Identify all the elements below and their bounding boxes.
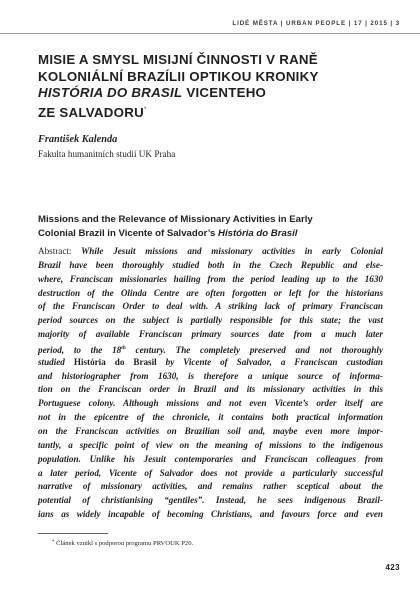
running-header: LIDÉ MĚSTA | URBAN PEOPLE | 17 | 2015 | 3 [232,20,400,27]
abstract-text: by Vicente of Salvador, a Franciscan custodian [156,356,383,367]
title-line-3 [38,85,383,102]
abstract-line: and historiographer from 1630, is therefore a unique source of informa- [38,370,383,381]
abstract-line: Portuguese colony. Although missions and not even Vicente’s order itself are [38,398,383,409]
english-title-line-1: Missions and the Relevance of Missionary Activities in Early [38,214,313,225]
english-title [38,213,383,240]
abstract-line: a later period, Vicente of Salvador does not provide a particularly successful [38,467,383,478]
abstract-line [38,342,383,356]
author-name: František Kalenda [38,134,118,145]
title-line-1: MISIE A SMYSL MISIJNÍ ČINNOSTI V RANĚ [38,52,318,67]
footnote-rule [38,533,108,534]
abstract-line: Brazil have been thoroughly studied both in the Czech Republic and else- [38,259,383,270]
abstract-line: majority of available Franciscan primary sources date from a much later [38,329,383,340]
abstract-line [38,245,383,259]
abstract-line: potential of christianising “gentiles”. Instead, he sees indigenous Brazil- [38,495,383,506]
abstract-label: Abstract: [38,246,82,256]
title-line-4-text: ZE SALVADORU [38,104,144,120]
ordinal-suffix: th [121,344,126,351]
abstract-text: While Jesuit missions and missionary activities in early Colonial [81,246,383,256]
header-rule [0,33,420,34]
abstract-line: of the Franciscan Order to deal with. A striking lack of primary Franciscan [38,301,383,312]
title-footnote-marker: * [143,106,147,113]
abstract-line [38,356,383,370]
title-line-4 [38,102,383,122]
footnote [52,540,193,547]
abstract-text: studied [38,356,74,367]
title-chronicle-name: HISTÓRIA DO BRASIL [38,85,183,101]
english-title-chronicle-name: História do Brasil [218,227,298,239]
footnote-marker: * [52,540,55,545]
abstract-text: period, to the 18 [38,344,122,355]
abstract-line: where, Franciscan missionaries hailing from the period leading up to the 1630 [38,273,383,284]
abstract-chronicle-name: História do Brasil [73,356,157,367]
abstract-line: period sources on the subject is partially responsible for this state; the vast [38,315,383,326]
abstract-line: not in the epicentre of the chronicle, it contains both practical information [38,412,383,423]
abstract-line: narrative of missionary activities, and remains rather sceptical about the [38,481,383,492]
author-affiliation: Fakulta humanitních studií UK Praha [38,149,176,159]
english-title-line-2 [38,227,383,241]
abstract-line: on the Franciscan activities on Brazilian soil and, maybe even more impor- [38,425,383,436]
english-title-line-2-text: Colonial Brazil in Vicente of Salvador’s [38,227,219,239]
title-line-3-rest: VICENTEHO [182,85,267,101]
abstract-line: tion on the Franciscan order in Brazil and its missionary activities in this [38,384,383,395]
abstract-line: destruction of the Olinda Centre are often forgotten or left for the historians [38,287,383,298]
footnote-text: Článek vznikl s podporou programu PRVOUK P20. [54,540,194,547]
abstract-line: ians as widely incapable of becoming Christians, and favours force and even [38,509,383,520]
abstract-line: population. Unlike his Jesuit contemporaries and Franciscan colleagues from [38,453,383,464]
article-title [38,52,383,121]
abstract-line: tantly, a specific point of view on the meaning of missions to the indigenous [38,439,383,450]
title-line-2: KOLONIÁLNÍ BRAZÍLII OPTIKOU KRONIKY [38,68,319,84]
abstract-text: century. The completely preserved and not thoroughly [125,344,383,355]
page-number: 423 [385,563,400,572]
abstract [38,245,383,522]
